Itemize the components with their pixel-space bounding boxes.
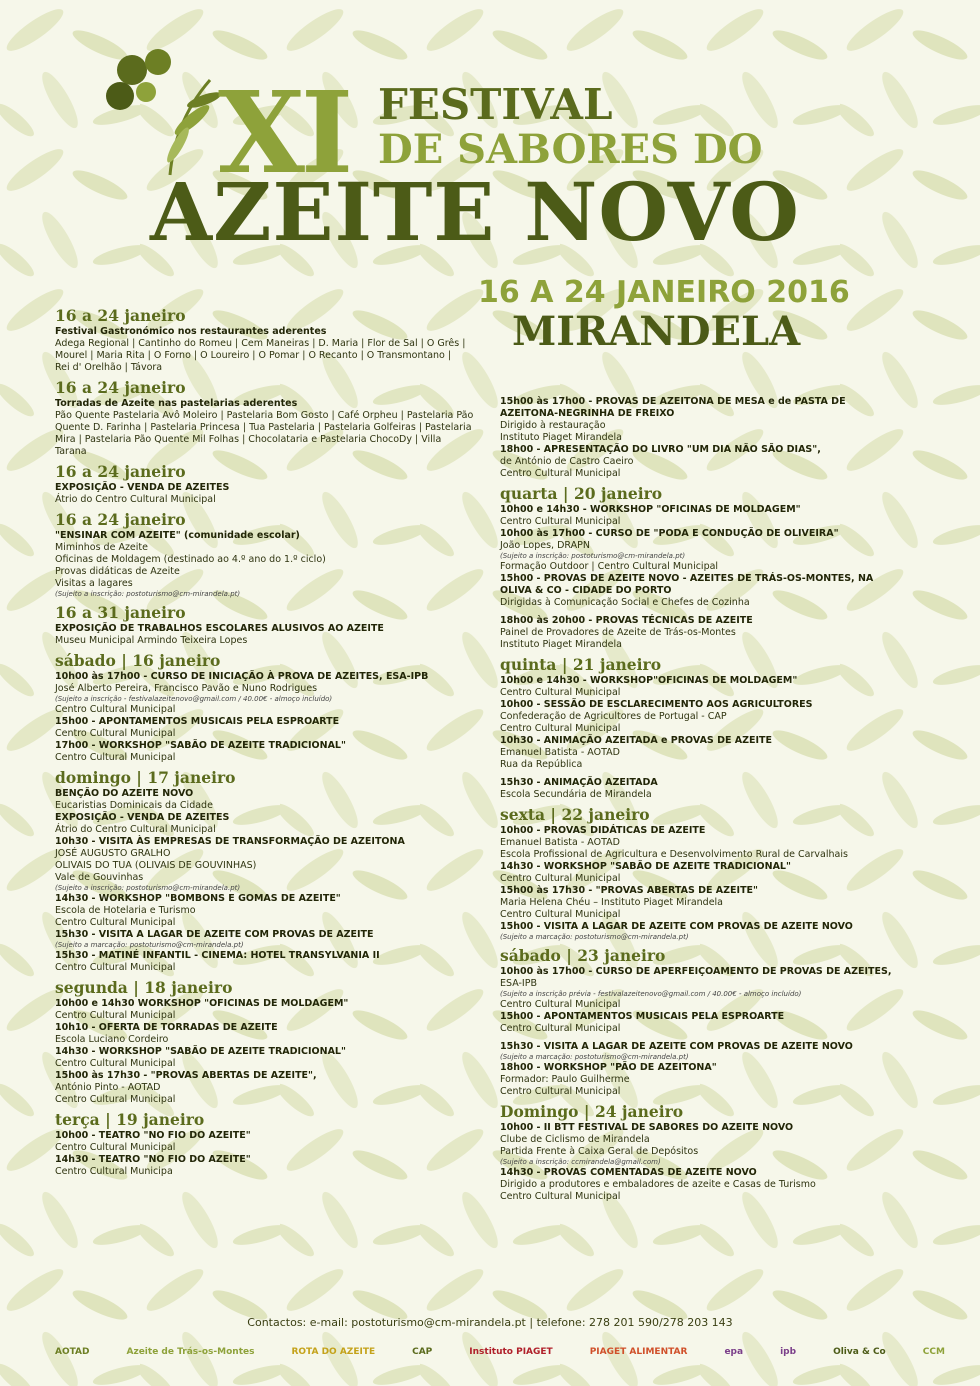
event-title: Festival Gastronómico nos restaurantes aderentes bbox=[55, 326, 327, 337]
sponsor-name: ROTA DO AZEITE bbox=[291, 1347, 376, 1357]
event-detail: Centro Cultural Municipal bbox=[55, 1010, 176, 1021]
event-detail: Centro Cultural Municipal bbox=[500, 1191, 621, 1202]
event-title: EXPOSIÇÃO DE TRABALHOS ESCOLARES ALUSIVOS AO AZEITE bbox=[55, 623, 384, 634]
event-title: 15h00 - APONTAMENTOS MUSICAIS PELA ESPROARTE bbox=[55, 716, 340, 727]
event-detail: José Alberto Pereira, Francisco Pavão e Nuno Rodrigues bbox=[55, 683, 318, 694]
event-title: 14h30 - PROVAS COMENTADAS DE AZEITE NOVO bbox=[500, 1167, 757, 1178]
event-title: 14h30 - WORKSHOP "BOMBONS E GOMAS DE AZEITE" bbox=[55, 893, 341, 904]
program-day-section bbox=[500, 805, 920, 942]
day-heading: 16 a 31 janeiro bbox=[55, 603, 186, 622]
event-detail: Centro Cultural Municipa bbox=[55, 1166, 173, 1177]
event-title: 10h30 - ANIMAÇÃO AZEITADA e PROVAS DE AZEITE bbox=[500, 735, 772, 746]
event-detail: Clube de Ciclismo de Mirandela bbox=[500, 1134, 650, 1145]
event-detail: Dirigido a produtores e embaladores de azeite e Casas de Turismo bbox=[500, 1179, 816, 1190]
event-detail: Emanuel Batista - AOTAD bbox=[500, 837, 620, 848]
day-heading: segunda | 18 janeiro bbox=[55, 978, 233, 997]
event-detail: Eucaristias Dominicais da Cidade bbox=[55, 800, 213, 811]
day-heading: sábado | 16 janeiro bbox=[55, 651, 221, 670]
event-title: 18h00 - APRESENTAÇÃO DO LIVRO "UM DIA NÃO SÃO DIAS", bbox=[500, 444, 821, 455]
festival-city: MIRANDELA bbox=[512, 308, 801, 355]
event-detail: Museu Municipal Armindo Teixeira Lopes bbox=[55, 635, 248, 646]
program-day-section bbox=[55, 378, 475, 458]
day-heading: Domingo | 24 janeiro bbox=[500, 1102, 684, 1121]
event-detail: Pão Quente Pastelaria Avô Moleiro | Pastelaria Bom Gosto | Café Orpheu | Pastelaria Pão bbox=[55, 410, 474, 421]
event-detail: Centro Cultural Municipal bbox=[55, 1058, 176, 1069]
event-detail: Visitas a lagares bbox=[55, 578, 133, 589]
event-note: (Sujeito a inscrição prévia - festivalazeitenovo@gmail.com / 40.00€ - almoço incluído) bbox=[500, 990, 802, 998]
event-title: EXPOSIÇÃO - VENDA DE AZEITES bbox=[55, 812, 230, 823]
event-detail: Centro Cultural Municipal bbox=[500, 1086, 621, 1097]
event-title: 10h00 e 14h30 - WORKSHOP "OFICINAS DE MOLDAGEM" bbox=[500, 504, 801, 515]
day-heading: domingo | 17 janeiro bbox=[55, 768, 236, 787]
title-azeite-novo: AZEITE NOVO bbox=[150, 165, 800, 259]
day-heading: quinta | 21 janeiro bbox=[500, 655, 662, 674]
event-detail: João Lopes, DRAPN bbox=[500, 540, 590, 551]
event-detail: Centro Cultural Municipal bbox=[500, 909, 621, 920]
event-detail: Adega Regional | Cantinho do Romeu | Cem Maneiras | D. Maria | Flor de Sal | O Grês | bbox=[55, 338, 466, 349]
event-detail: Rei d' Orelhão | Távora bbox=[55, 362, 163, 373]
event-detail: Emanuel Batista - AOTAD bbox=[500, 747, 620, 758]
edition-roman-numeral: XI bbox=[218, 68, 350, 199]
sponsor-logo bbox=[590, 1337, 688, 1367]
event-title: 15h00 às 17h30 - "PROVAS ABERTAS DE AZEITE" bbox=[500, 885, 758, 896]
program-day-section bbox=[55, 462, 475, 506]
event-note: (Sujeito a inscrição - festivalazeitenovo@gmail.com / 40.00€ - almoço incluído) bbox=[55, 695, 333, 703]
sponsor-logo bbox=[923, 1337, 945, 1367]
day-heading: terça | 19 janeiro bbox=[55, 1110, 205, 1129]
day-heading: sábado | 23 janeiro bbox=[500, 946, 666, 965]
day-heading: quarta | 20 janeiro bbox=[500, 484, 663, 503]
event-detail: Centro Cultural Municipal bbox=[55, 1142, 176, 1153]
event-title: BENÇÃO DO AZEITE NOVO bbox=[55, 788, 194, 799]
event-note: (Sujeito a inscrição: ccmirandela@gmail.com) bbox=[500, 1158, 661, 1166]
event-title: 15h30 - VISITA A LAGAR DE AZEITE COM PROVAS DE AZEITE bbox=[55, 929, 374, 940]
program-day-section bbox=[55, 978, 475, 1106]
event-detail: António Pinto - AOTAD bbox=[55, 1082, 161, 1093]
program-day-section bbox=[55, 306, 475, 374]
event-title: EXPOSIÇÃO - VENDA DE AZEITES bbox=[55, 482, 230, 493]
event-note: (Sujeito a marcação: postoturismo@cm-mirandela.pt) bbox=[500, 933, 689, 941]
event-detail: Instituto Piaget Mirandela bbox=[500, 432, 622, 443]
event-detail: Rua da República bbox=[500, 759, 583, 770]
program-day-section bbox=[55, 603, 475, 647]
event-note: (Sujeito a inscrição: postoturismo@cm-mirandela.pt) bbox=[500, 552, 686, 560]
contacts-line: Contactos: e-mail: postoturismo@cm-mirandela.pt | telefone: 278 201 590/278 203 143 bbox=[247, 1316, 733, 1329]
event-title: 18h00 - WORKSHOP "PÃO DE AZEITONA" bbox=[500, 1062, 717, 1073]
event-note: (Sujeito a inscrição: postoturismo@cm-mirandela.pt) bbox=[55, 884, 241, 892]
event-detail: Centro Cultural Municipal bbox=[55, 728, 176, 739]
event-detail: Centro Cultural Municipal bbox=[55, 704, 176, 715]
program-left-column bbox=[55, 306, 475, 1182]
program-day-section bbox=[55, 768, 475, 974]
day-heading: 16 a 24 janeiro bbox=[55, 306, 186, 325]
event-title: 15h30 - VISITA A LAGAR DE AZEITE COM PROVAS DE AZEITE NOVO bbox=[500, 1041, 853, 1052]
program-day-section bbox=[55, 1110, 475, 1178]
event-title: OLIVA & CO - CIDADE DO PORTO bbox=[500, 585, 672, 596]
event-detail: Centro Cultural Municipal bbox=[500, 516, 621, 527]
event-detail: Centro Cultural Municipal bbox=[55, 752, 176, 763]
event-detail: Centro Cultural Municipal bbox=[55, 917, 176, 928]
event-detail: de António de Castro Caeiro bbox=[500, 456, 634, 467]
program-day-section bbox=[55, 651, 475, 764]
event-detail: Mourel | Maria Rita | O Forno | O Loureiro | O Pomar | O Recanto | O Transmontano | bbox=[55, 350, 452, 361]
event-detail: Centro Cultural Municipal bbox=[500, 723, 621, 734]
title-de-sabores-do: DE SABORES DO bbox=[378, 126, 763, 173]
event-title: 14h30 - WORKSHOP "SABÃO DE AZEITE TRADICIONAL" bbox=[500, 861, 791, 872]
event-detail: Átrio do Centro Cultural Municipal bbox=[55, 824, 216, 835]
event-detail: Vale de Gouvinhas bbox=[55, 872, 144, 883]
event-detail: Dirigido à restauração bbox=[500, 420, 606, 431]
sponsor-name: CCM bbox=[922, 1347, 945, 1357]
event-title: 14h30 - TEATRO "NO FIO DO AZEITE" bbox=[55, 1154, 251, 1165]
event-detail: Formação Outdoor | Centro Cultural Municipal bbox=[500, 561, 719, 572]
event-detail: Oficinas de Moldagem (destinado ao 4.º ano do 1.º ciclo) bbox=[55, 554, 326, 565]
event-title: "ENSINAR COM AZEITE" (comunidade escolar) bbox=[55, 530, 300, 541]
event-title: 15h00 - PROVAS DE AZEITE NOVO - AZEITES DE TRÁS-OS-MONTES, NA bbox=[500, 573, 874, 584]
sponsor-logo bbox=[127, 1337, 255, 1367]
event-detail: Formador: Paulo Guilherme bbox=[500, 1074, 630, 1085]
event-detail: Centro Cultural Municipal bbox=[55, 1094, 176, 1105]
event-title: 15h00 - VISITA A LAGAR DE AZEITE COM PROVAS DE AZEITE NOVO bbox=[500, 921, 853, 932]
event-title: 15h30 - MATINÉ INFANTIL - CINEMA: HOTEL TRANSYLVANIA II bbox=[55, 950, 380, 961]
event-detail: Átrio do Centro Cultural Municipal bbox=[55, 494, 216, 505]
day-heading: 16 a 24 janeiro bbox=[55, 462, 186, 481]
festival-dates: 16 A 24 JANEIRO 2016 bbox=[478, 275, 850, 310]
event-detail: Centro Cultural Municipal bbox=[500, 873, 621, 884]
event-detail: Provas didáticas de Azeite bbox=[55, 566, 180, 577]
sponsor-logo bbox=[724, 1337, 743, 1367]
sponsor-name: PIAGET ALIMENTAR bbox=[589, 1347, 688, 1357]
sponsor-name: epa bbox=[724, 1347, 744, 1357]
program-day-section bbox=[500, 946, 920, 1098]
event-detail: Centro Cultural Municipal bbox=[500, 999, 621, 1010]
sponsor-logo bbox=[780, 1337, 796, 1367]
event-detail: Miminhos de Azeite bbox=[55, 542, 148, 553]
event-detail: Escola Luciano Cordeiro bbox=[55, 1034, 169, 1045]
sponsor-name: Azeite de Trás-os-Montes bbox=[126, 1347, 255, 1357]
day-heading: 16 a 24 janeiro bbox=[55, 378, 186, 397]
event-detail: Centro Cultural Municipal bbox=[500, 1023, 621, 1034]
event-title: 10h10 - OFERTA DE TORRADAS DE AZEITE bbox=[55, 1022, 278, 1033]
program-day-section bbox=[500, 396, 920, 480]
event-title: 10h00 e 14h30 WORKSHOP "OFICINAS DE MOLDAGEM" bbox=[55, 998, 349, 1009]
event-detail: Quente D. Farinha | Pastelaria Princesa | Tua Pastelaria | Pastelaria Golfeiras | Pastelaria bbox=[55, 422, 472, 433]
event-title: 15h30 - ANIMAÇÃO AZEITADA bbox=[500, 777, 658, 788]
program-right-column bbox=[500, 396, 920, 1207]
event-title: AZEITONA-NEGRINHA DE FREIXO bbox=[500, 408, 675, 419]
event-detail: Escola Profissional de Agricultura e Desenvolvimento Rural de Carvalhais bbox=[500, 849, 848, 860]
event-detail: Confederação de Agricultores de Portugal - CAP bbox=[500, 711, 727, 722]
sponsor-name: ipb bbox=[780, 1347, 797, 1357]
event-detail: OLIVAIS DO TUA (OLIVAIS DE GOUVINHAS) bbox=[55, 860, 257, 871]
event-title: 10h00 - TEATRO "NO FIO DO AZEITE" bbox=[55, 1130, 251, 1141]
title-festival: FESTIVAL bbox=[378, 80, 613, 129]
sponsor-name: Oliva & Co bbox=[833, 1347, 886, 1357]
event-title: 10h00 às 17h00 - CURSO DE INICIAÇÃO À PROVA DE AZEITES, ESA-IPB bbox=[55, 671, 429, 682]
event-detail: Centro Cultural Municipal bbox=[500, 468, 621, 479]
program-day-section bbox=[55, 510, 475, 599]
event-detail: Dirigidas à Comunicação Social e Chefes de Cozinha bbox=[500, 597, 750, 608]
event-title: 15h00 às 17h30 - "PROVAS ABERTAS DE AZEITE", bbox=[55, 1070, 317, 1081]
program-day-section bbox=[500, 484, 920, 651]
event-title: 10h30 - VISITA ÀS EMPRESAS DE TRANSFORMAÇÃO DE AZEITONA bbox=[55, 836, 405, 847]
sponsor-logo bbox=[412, 1337, 432, 1367]
event-title: 15h00 - APONTAMENTOS MUSICAIS PELA ESPROARTE bbox=[500, 1011, 785, 1022]
event-detail: Escola de Hotelaria e Turismo bbox=[55, 905, 196, 916]
event-title: 17h00 - WORKSHOP "SABÃO DE AZEITE TRADICIONAL" bbox=[55, 740, 346, 751]
event-detail: Partida Frente à Caixa Geral de Depósitos bbox=[500, 1146, 699, 1157]
sponsor-name: AOTAD bbox=[55, 1347, 90, 1357]
event-title: 10h00 - II BTT FESTIVAL DE SABORES DO AZEITE NOVO bbox=[500, 1122, 794, 1133]
event-detail: Escola Secundária de Mirandela bbox=[500, 789, 652, 800]
program-day-section bbox=[500, 1102, 920, 1203]
event-title: 15h00 às 17h00 - PROVAS DE AZEITONA DE MESA e de PASTA DE bbox=[500, 396, 846, 407]
event-title: 10h00 e 14h30 - WORKSHOP"OFICINAS DE MOLDAGEM" bbox=[500, 675, 798, 686]
sponsor-logo bbox=[833, 1337, 886, 1367]
event-detail: Maria Helena Chéu – Instituto Piaget Mirandela bbox=[500, 897, 724, 908]
event-note: (Sujeito a inscrição: postoturismo@cm-mirandela.pt) bbox=[55, 590, 241, 598]
event-detail: Centro Cultural Municipal bbox=[55, 962, 176, 973]
event-detail: JOSÉ AUGUSTO GRALHO bbox=[55, 848, 171, 859]
day-heading: 16 a 24 janeiro bbox=[55, 510, 186, 529]
event-detail: ESA-IPB bbox=[500, 978, 537, 989]
event-detail: Instituto Piaget Mirandela bbox=[500, 639, 622, 650]
event-title: 14h30 - WORKSHOP "SABÃO DE AZEITE TRADICIONAL" bbox=[55, 1046, 346, 1057]
event-note: (Sujeito a marcação: postoturismo@cm-mirandela.pt) bbox=[55, 941, 244, 949]
event-title: 18h00 às 20h00 - PROVAS TÉCNICAS DE AZEITE bbox=[500, 615, 753, 626]
event-title: 10h00 às 17h00 - CURSO DE APERFEIÇOAMENTO DE PROVAS DE AZEITES, bbox=[500, 966, 892, 977]
event-title: 10h00 - PROVAS DIDÁTICAS DE AZEITE bbox=[500, 825, 706, 836]
event-title: Torradas de Azeite nas pastelarias aderentes bbox=[55, 398, 298, 409]
program-day-section bbox=[500, 655, 920, 801]
sponsor-name: CAP bbox=[412, 1347, 433, 1357]
sponsor-logo bbox=[469, 1337, 552, 1367]
event-title: 10h00 às 17h00 - CURSO DE "PODA E CONDUÇÃO DE OLIVEIRA" bbox=[500, 528, 839, 539]
sponsor-logos bbox=[55, 1334, 945, 1370]
event-detail: Painel de Provadores de Azeite de Trás-os-Montes bbox=[500, 627, 736, 638]
sponsor-logo bbox=[55, 1337, 90, 1367]
sponsor-logo bbox=[291, 1337, 375, 1367]
event-detail: Centro Cultural Municipal bbox=[500, 687, 621, 698]
event-title: 10h00 - SESSÃO DE ESCLARECIMENTO AOS AGRICULTORES bbox=[500, 699, 813, 710]
day-heading: sexta | 22 janeiro bbox=[500, 805, 650, 824]
event-detail: Mira | Pastelaria Pão Quente Mil Folhas | Chocolataria e Pastelaria ChocoDy | Villa Tarana bbox=[55, 434, 442, 457]
event-note: (Sujeito a marcação: postoturismo@cm-mirandela.pt) bbox=[500, 1053, 689, 1061]
olive-branch-logo bbox=[100, 40, 230, 180]
sponsor-name: Instituto PIAGET bbox=[469, 1347, 553, 1357]
